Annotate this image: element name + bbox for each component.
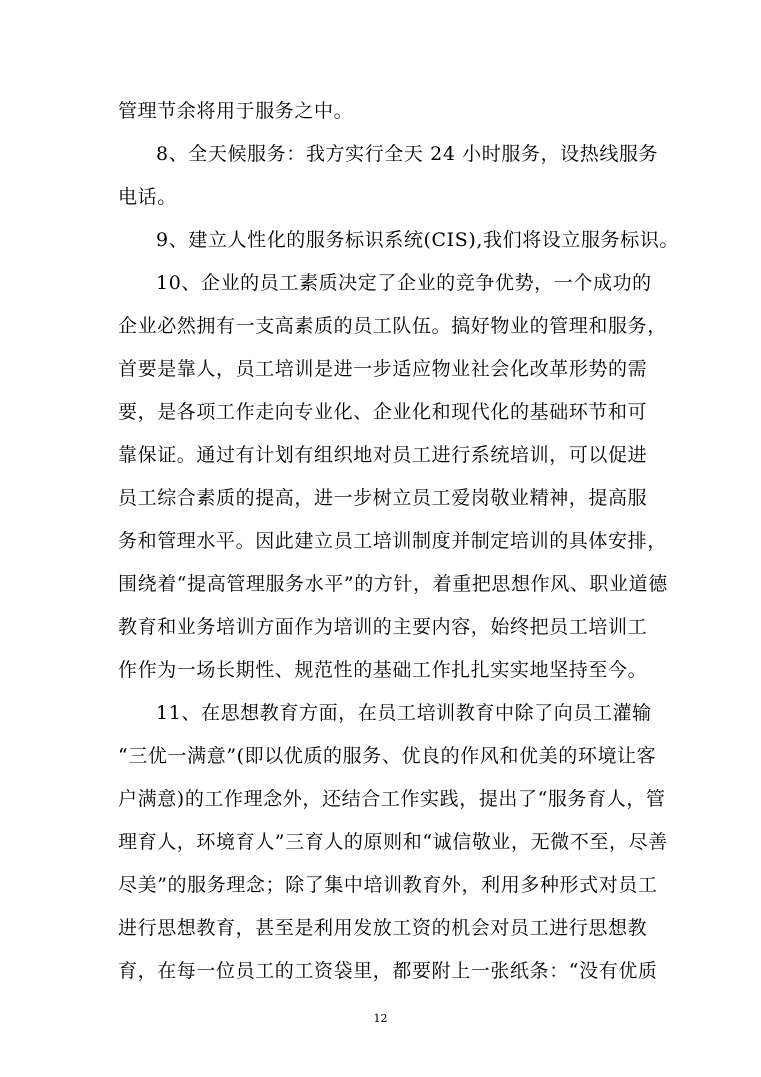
text-line: 务和管理水平。因此建立员工培训制度并制定培训的具体安排， — [118, 530, 667, 552]
text-line: 户满意)的工作理念外，还结合工作实践，提出了“服务育人，管 — [118, 788, 666, 810]
text-line: 教育和业务培训方面作为培训的主要内容，始终把员工培训工 — [118, 616, 648, 638]
text-line: 围绕着“提高管理服务水平”的方针，着重把思想作风、职业道德 — [118, 573, 668, 595]
text-line: 员工综合素质的提高，进一步树立员工爱岗敬业精神，提高服 — [118, 487, 648, 509]
text-line: 靠保证。通过有计划有组织地对员工进行系统培训，可以促进 — [118, 444, 648, 466]
text-line: 首要是靠人，员工培训是进一步适应物业社会化改革形势的需 — [118, 358, 648, 380]
page-number: 12 — [373, 1012, 388, 1025]
text-line: 企业必然拥有一支高素质的员工队伍。搞好物业的管理和服务， — [118, 315, 667, 337]
text-line: 要，是各项工作走向专业化、企业化和现代化的基础环节和可 — [118, 401, 648, 423]
text-line: 11、在思想教育方面，在员工培训教育中除了向员工灌输 — [156, 702, 652, 724]
text-line: 育，在每一位员工的工资袋里，都要附上一张纸条：“没有优质 — [118, 960, 658, 982]
text-line: 管理节余将用于服务之中。 — [118, 100, 354, 122]
text-line: 8、全天候服务：我方实行全天 24 小时服务，设热线服务 — [156, 143, 659, 165]
text-line: 10、企业的员工素质决定了企业的竞争优势，一个成功的 — [156, 272, 652, 294]
text-line: 9、建立人性化的服务标识系统(CIS),我们将设立服务标识。 — [156, 229, 680, 251]
text-line: “三优一满意”(即以优质的服务、优良的作风和优美的环境让客 — [118, 745, 657, 767]
text-line: 作作为一场长期性、规范性的基础工作扎扎实实地坚持至今。 — [118, 659, 648, 681]
text-line: 尽美”的服务理念；除了集中培训教育外，利用多种形式对员工 — [118, 874, 658, 896]
text-line: 电话。 — [118, 186, 177, 208]
text-line: 理育人，环境育人”三育人的原则和“诚信敬业，无微不至，尽善 — [118, 831, 668, 853]
text-line: 进行思想教育，甚至是利用发放工资的机会对员工进行思想教 — [118, 917, 648, 939]
